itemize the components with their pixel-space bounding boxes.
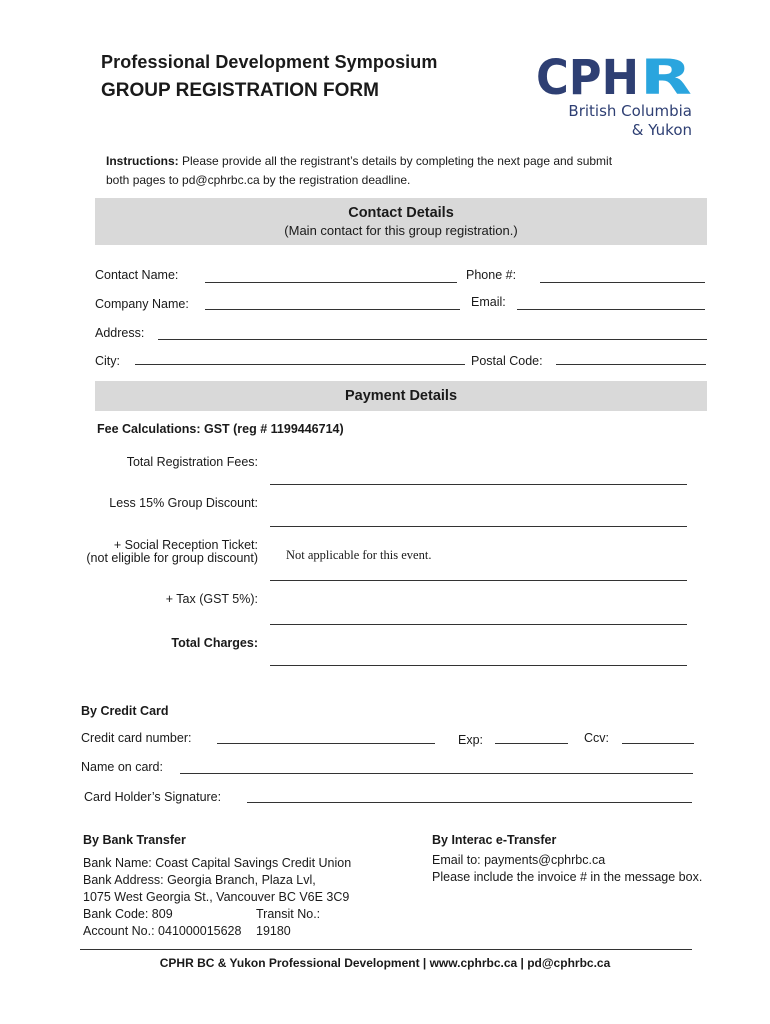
postal-code-label: Postal Code: xyxy=(471,354,543,368)
total-fees-field[interactable] xyxy=(270,484,687,485)
bank-address: Bank Address: Georgia Branch, Plaza Lvl, xyxy=(83,873,316,887)
svg-text:R: R xyxy=(640,50,692,100)
transit-number: Transit No.: 19180 xyxy=(256,907,321,938)
bank-transfer-details xyxy=(83,855,351,940)
payment-details-heading: Payment Details xyxy=(344,388,458,404)
logo-region-line1: British Columbia xyxy=(568,102,692,120)
interac-heading: By Interac e-Transfer xyxy=(432,833,557,847)
signature-field[interactable] xyxy=(247,802,692,803)
credit-card-heading: By Credit Card xyxy=(81,704,169,718)
social-reception-note-label: (not eligible for group discount) xyxy=(86,551,258,565)
signature-label: Card Holder’s Signature: xyxy=(84,790,222,804)
bank-transfer-heading: By Bank Transfer xyxy=(83,833,186,847)
company-name-label: Company Name: xyxy=(95,297,189,311)
footer: CPHR BC & Yukon Professional Development | www.cphrbc.ca | pd@cphrbc.ca xyxy=(159,956,611,970)
group-discount-label: Less 15% Group Discount: xyxy=(109,496,258,510)
contact-details-heading: Contact Details xyxy=(348,205,454,221)
instructions-text: Please provide all the registrant’s details by completing the next page and submit both pages to pd@cphrbc.ca by the registration deadline. xyxy=(106,154,613,187)
instructions-label: Instructions: xyxy=(106,154,179,168)
exp-label: Exp: xyxy=(458,733,484,747)
account-number: Account No.: 041000015628 xyxy=(83,924,242,938)
symposium-title: Professional Development Symposium xyxy=(101,52,438,72)
postal-code-field[interactable] xyxy=(556,364,706,365)
city-field[interactable] xyxy=(135,364,465,365)
interac-email: Email to: payments@cphrbc.ca xyxy=(432,853,606,867)
card-number-label: Credit card number: xyxy=(81,731,192,745)
tax-label: + Tax (GST 5%): xyxy=(165,592,258,606)
social-reception-value: Not applicable for this event. xyxy=(286,548,432,562)
total-charges-label: Total Charges: xyxy=(171,636,258,650)
social-reception-field[interactable] xyxy=(270,580,687,581)
total-charges-field[interactable] xyxy=(270,665,687,666)
address-label: Address: xyxy=(95,326,145,340)
ccv-field[interactable] xyxy=(622,743,694,744)
contact-details-band xyxy=(95,198,707,245)
company-name-field[interactable] xyxy=(205,309,460,310)
email-field[interactable] xyxy=(517,309,705,310)
contact-name-label: Contact Name: xyxy=(95,268,179,282)
cphr-logo xyxy=(536,50,696,142)
ccv-label: Ccv: xyxy=(584,731,609,745)
card-number-field[interactable] xyxy=(217,743,435,744)
social-reception-label: + Social Reception Ticket: xyxy=(113,538,258,552)
form-title: GROUP REGISTRATION FORM xyxy=(101,80,379,101)
cphr-wordmark xyxy=(536,50,696,100)
bank-code: Bank Code: 809 xyxy=(83,907,173,921)
address-field[interactable] xyxy=(158,339,707,340)
city-label: City: xyxy=(95,354,120,368)
exp-field[interactable] xyxy=(495,743,568,744)
email-label: Email: xyxy=(471,295,506,309)
interac-note: Please include the invoice # in the message box. xyxy=(432,870,703,884)
fee-calculations-label: Fee Calculations: GST (reg # 1199446714) xyxy=(97,422,344,436)
contact-details-subheading: (Main contact for this group registration.) xyxy=(284,223,518,238)
phone-label: Phone #: xyxy=(466,268,517,282)
tax-field[interactable] xyxy=(270,624,687,625)
bank-name: Bank Name: Coast Capital Savings Credit Union xyxy=(83,856,352,870)
group-discount-field[interactable] xyxy=(270,526,687,527)
footer-divider xyxy=(80,949,692,950)
name-on-card-label: Name on card: xyxy=(81,760,163,774)
interac-details xyxy=(432,852,702,886)
payment-details-band xyxy=(95,381,707,411)
logo-region-line2: & Yukon xyxy=(631,121,692,139)
svg-text:CPH: CPH xyxy=(536,50,639,100)
bank-street: 1075 West Georgia St., Vancouver BC V6E 3C9 xyxy=(83,890,350,904)
instructions xyxy=(106,152,626,190)
name-on-card-field[interactable] xyxy=(180,773,693,774)
contact-name-field[interactable] xyxy=(205,282,457,283)
phone-field[interactable] xyxy=(540,282,705,283)
total-fees-label: Total Registration Fees: xyxy=(126,455,258,469)
